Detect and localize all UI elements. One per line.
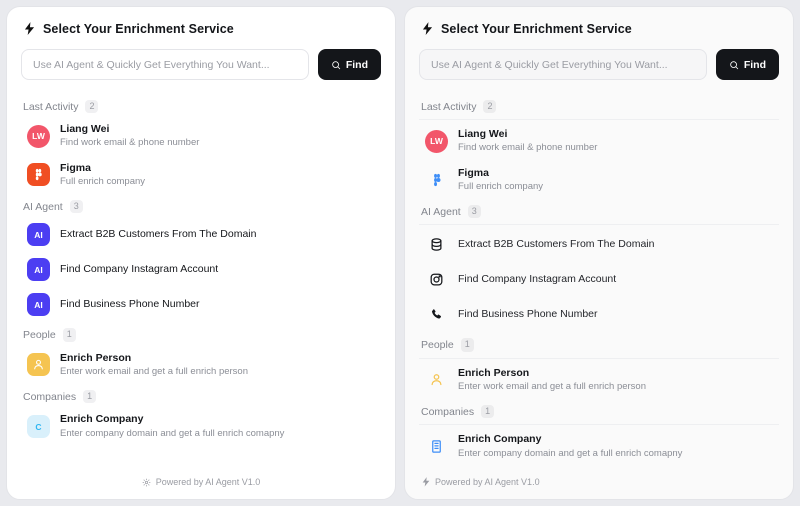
section-count-badge: 3 bbox=[70, 200, 83, 213]
section-count-badge: 3 bbox=[468, 205, 481, 218]
list-item-texts bbox=[60, 228, 256, 241]
section-header-companies bbox=[419, 401, 779, 422]
section-label: People bbox=[421, 339, 454, 352]
section-header-last-activity bbox=[21, 96, 381, 117]
search-icon bbox=[729, 60, 739, 70]
list-item-texts bbox=[458, 367, 646, 393]
section-label: Last Activity bbox=[421, 100, 477, 113]
list-item-subtitle: Enter work email and get a full enrich person bbox=[458, 380, 646, 392]
bolt-icon bbox=[23, 21, 36, 36]
ai-badge-icon bbox=[27, 223, 50, 246]
list-item-title: Extract B2B Customers From The Domain bbox=[458, 238, 655, 251]
section-header-people bbox=[21, 324, 381, 345]
enrichment-panel-left bbox=[6, 6, 396, 500]
search-row bbox=[21, 49, 381, 80]
list-item[interactable] bbox=[419, 122, 779, 160]
page-title: Select Your Enrichment Service bbox=[43, 21, 234, 36]
section-label: People bbox=[23, 329, 56, 342]
avatar-initials: LW bbox=[430, 136, 443, 147]
bolt-icon bbox=[421, 21, 434, 36]
ai-badge-label: AI bbox=[34, 299, 43, 310]
list-item[interactable] bbox=[21, 252, 381, 287]
list-item-texts bbox=[60, 413, 284, 439]
list-item-subtitle: Find work email & phone number bbox=[60, 137, 200, 149]
section-count-badge: 1 bbox=[481, 405, 494, 418]
ai-badge-label: AI bbox=[34, 264, 43, 275]
divider bbox=[419, 224, 779, 225]
find-button[interactable] bbox=[716, 49, 779, 80]
ai-badge-label: AI bbox=[34, 229, 43, 240]
list-item[interactable] bbox=[419, 262, 779, 297]
list-item-texts bbox=[60, 298, 200, 311]
list-item-subtitle: Enter work email and get a full enrich person bbox=[60, 365, 248, 377]
search-input[interactable] bbox=[21, 49, 309, 80]
list-item-title: Find Company Instagram Account bbox=[60, 263, 219, 276]
panel-footer bbox=[21, 467, 381, 493]
search-row bbox=[419, 49, 779, 80]
find-button[interactable] bbox=[318, 49, 381, 80]
list-item-title: Liang Wei bbox=[60, 123, 110, 136]
list-item[interactable] bbox=[419, 361, 779, 399]
list-item-texts bbox=[458, 433, 682, 459]
list-item[interactable] bbox=[21, 346, 381, 384]
list-item-title: Find Business Phone Number bbox=[458, 308, 598, 321]
list-item-subtitle: Find work email & phone number bbox=[458, 142, 598, 154]
figma-icon bbox=[27, 163, 50, 186]
list-item-texts bbox=[60, 352, 248, 378]
section-label: AI Agent bbox=[23, 200, 63, 213]
find-button-label: Find bbox=[743, 58, 766, 71]
ai-badge-icon bbox=[27, 293, 50, 316]
list-item-title: Figma bbox=[458, 166, 489, 179]
instagram-icon bbox=[425, 268, 448, 291]
person-icon bbox=[425, 368, 448, 391]
list-item-texts bbox=[60, 123, 199, 149]
panel-footer bbox=[419, 467, 779, 493]
list-item[interactable] bbox=[419, 161, 779, 199]
divider bbox=[419, 424, 779, 425]
section-header-people bbox=[419, 334, 779, 355]
section-header-ai-agent bbox=[419, 201, 779, 222]
search-icon bbox=[331, 60, 341, 70]
list-item-subtitle: Full enrich company bbox=[60, 175, 146, 187]
list-item[interactable] bbox=[419, 427, 779, 465]
section-count-badge: 1 bbox=[83, 390, 96, 403]
database-icon bbox=[425, 233, 448, 256]
section-label: Companies bbox=[23, 390, 77, 403]
avatar bbox=[27, 125, 50, 148]
list-item[interactable] bbox=[21, 407, 381, 445]
find-button-label: Find bbox=[345, 58, 368, 71]
section-label: Last Activity bbox=[23, 100, 79, 113]
list-item[interactable] bbox=[419, 227, 779, 262]
list-item-title: Enrich Person bbox=[458, 366, 530, 379]
building-icon bbox=[425, 435, 448, 458]
gear-icon bbox=[142, 477, 151, 487]
section-header-companies bbox=[21, 386, 381, 407]
list-item[interactable] bbox=[21, 217, 381, 252]
phone-icon bbox=[425, 303, 448, 326]
list-item-texts bbox=[458, 238, 654, 251]
page-title: Select Your Enrichment Service bbox=[441, 21, 632, 36]
divider bbox=[419, 119, 779, 120]
company-initial: C bbox=[35, 421, 42, 432]
list-item[interactable] bbox=[21, 117, 381, 155]
panel-header bbox=[21, 21, 381, 36]
section-label: AI Agent bbox=[421, 205, 461, 218]
list-item[interactable] bbox=[21, 287, 381, 322]
list-item-title: Figma bbox=[60, 161, 91, 174]
section-count-badge: 1 bbox=[461, 338, 474, 351]
search-input[interactable] bbox=[419, 49, 707, 80]
footer-text: Powered by AI Agent V1.0 bbox=[435, 477, 540, 487]
bolt-icon bbox=[421, 477, 430, 487]
panel-header bbox=[419, 21, 779, 36]
list-item-title: Enrich Person bbox=[60, 351, 132, 364]
list-item[interactable] bbox=[419, 297, 779, 332]
person-icon bbox=[27, 353, 50, 376]
avatar bbox=[425, 130, 448, 153]
list-item-texts bbox=[60, 263, 218, 276]
section-count-badge: 2 bbox=[85, 100, 98, 113]
list-item-texts bbox=[458, 128, 597, 154]
list-item-texts bbox=[458, 273, 616, 286]
list-item-title: Enrich Company bbox=[60, 413, 144, 426]
ai-badge-icon bbox=[27, 258, 50, 281]
section-count-badge: 2 bbox=[483, 100, 496, 113]
list-item-texts bbox=[458, 167, 543, 193]
list-item-texts bbox=[60, 162, 145, 188]
list-item-subtitle: Full enrich company bbox=[458, 180, 544, 192]
enrichment-panel-right bbox=[404, 6, 794, 500]
figma-icon bbox=[425, 168, 448, 191]
list-item-title: Enrich Company bbox=[458, 433, 542, 446]
footer-text: Powered by AI Agent V1.0 bbox=[155, 477, 261, 487]
company-icon bbox=[27, 415, 50, 438]
list-item-title: Find Company Instagram Account bbox=[458, 273, 617, 286]
section-count-badge: 1 bbox=[63, 328, 76, 341]
list-item-subtitle: Enter company domain and get a full enrich comapny bbox=[60, 427, 285, 439]
section-label: Companies bbox=[421, 405, 475, 418]
list-item-title: Liang Wei bbox=[458, 128, 508, 141]
section-header-ai-agent bbox=[21, 196, 381, 217]
list-item-title: Find Business Phone Number bbox=[60, 298, 200, 311]
list-item[interactable] bbox=[21, 156, 381, 194]
list-item-subtitle: Enter company domain and get a full enrich comapny bbox=[458, 447, 683, 459]
section-header-last-activity bbox=[419, 96, 779, 117]
divider bbox=[419, 358, 779, 359]
list-item-texts bbox=[458, 308, 598, 321]
avatar-initials: LW bbox=[32, 131, 45, 142]
list-item-title: Extract B2B Customers From The Domain bbox=[60, 228, 257, 241]
